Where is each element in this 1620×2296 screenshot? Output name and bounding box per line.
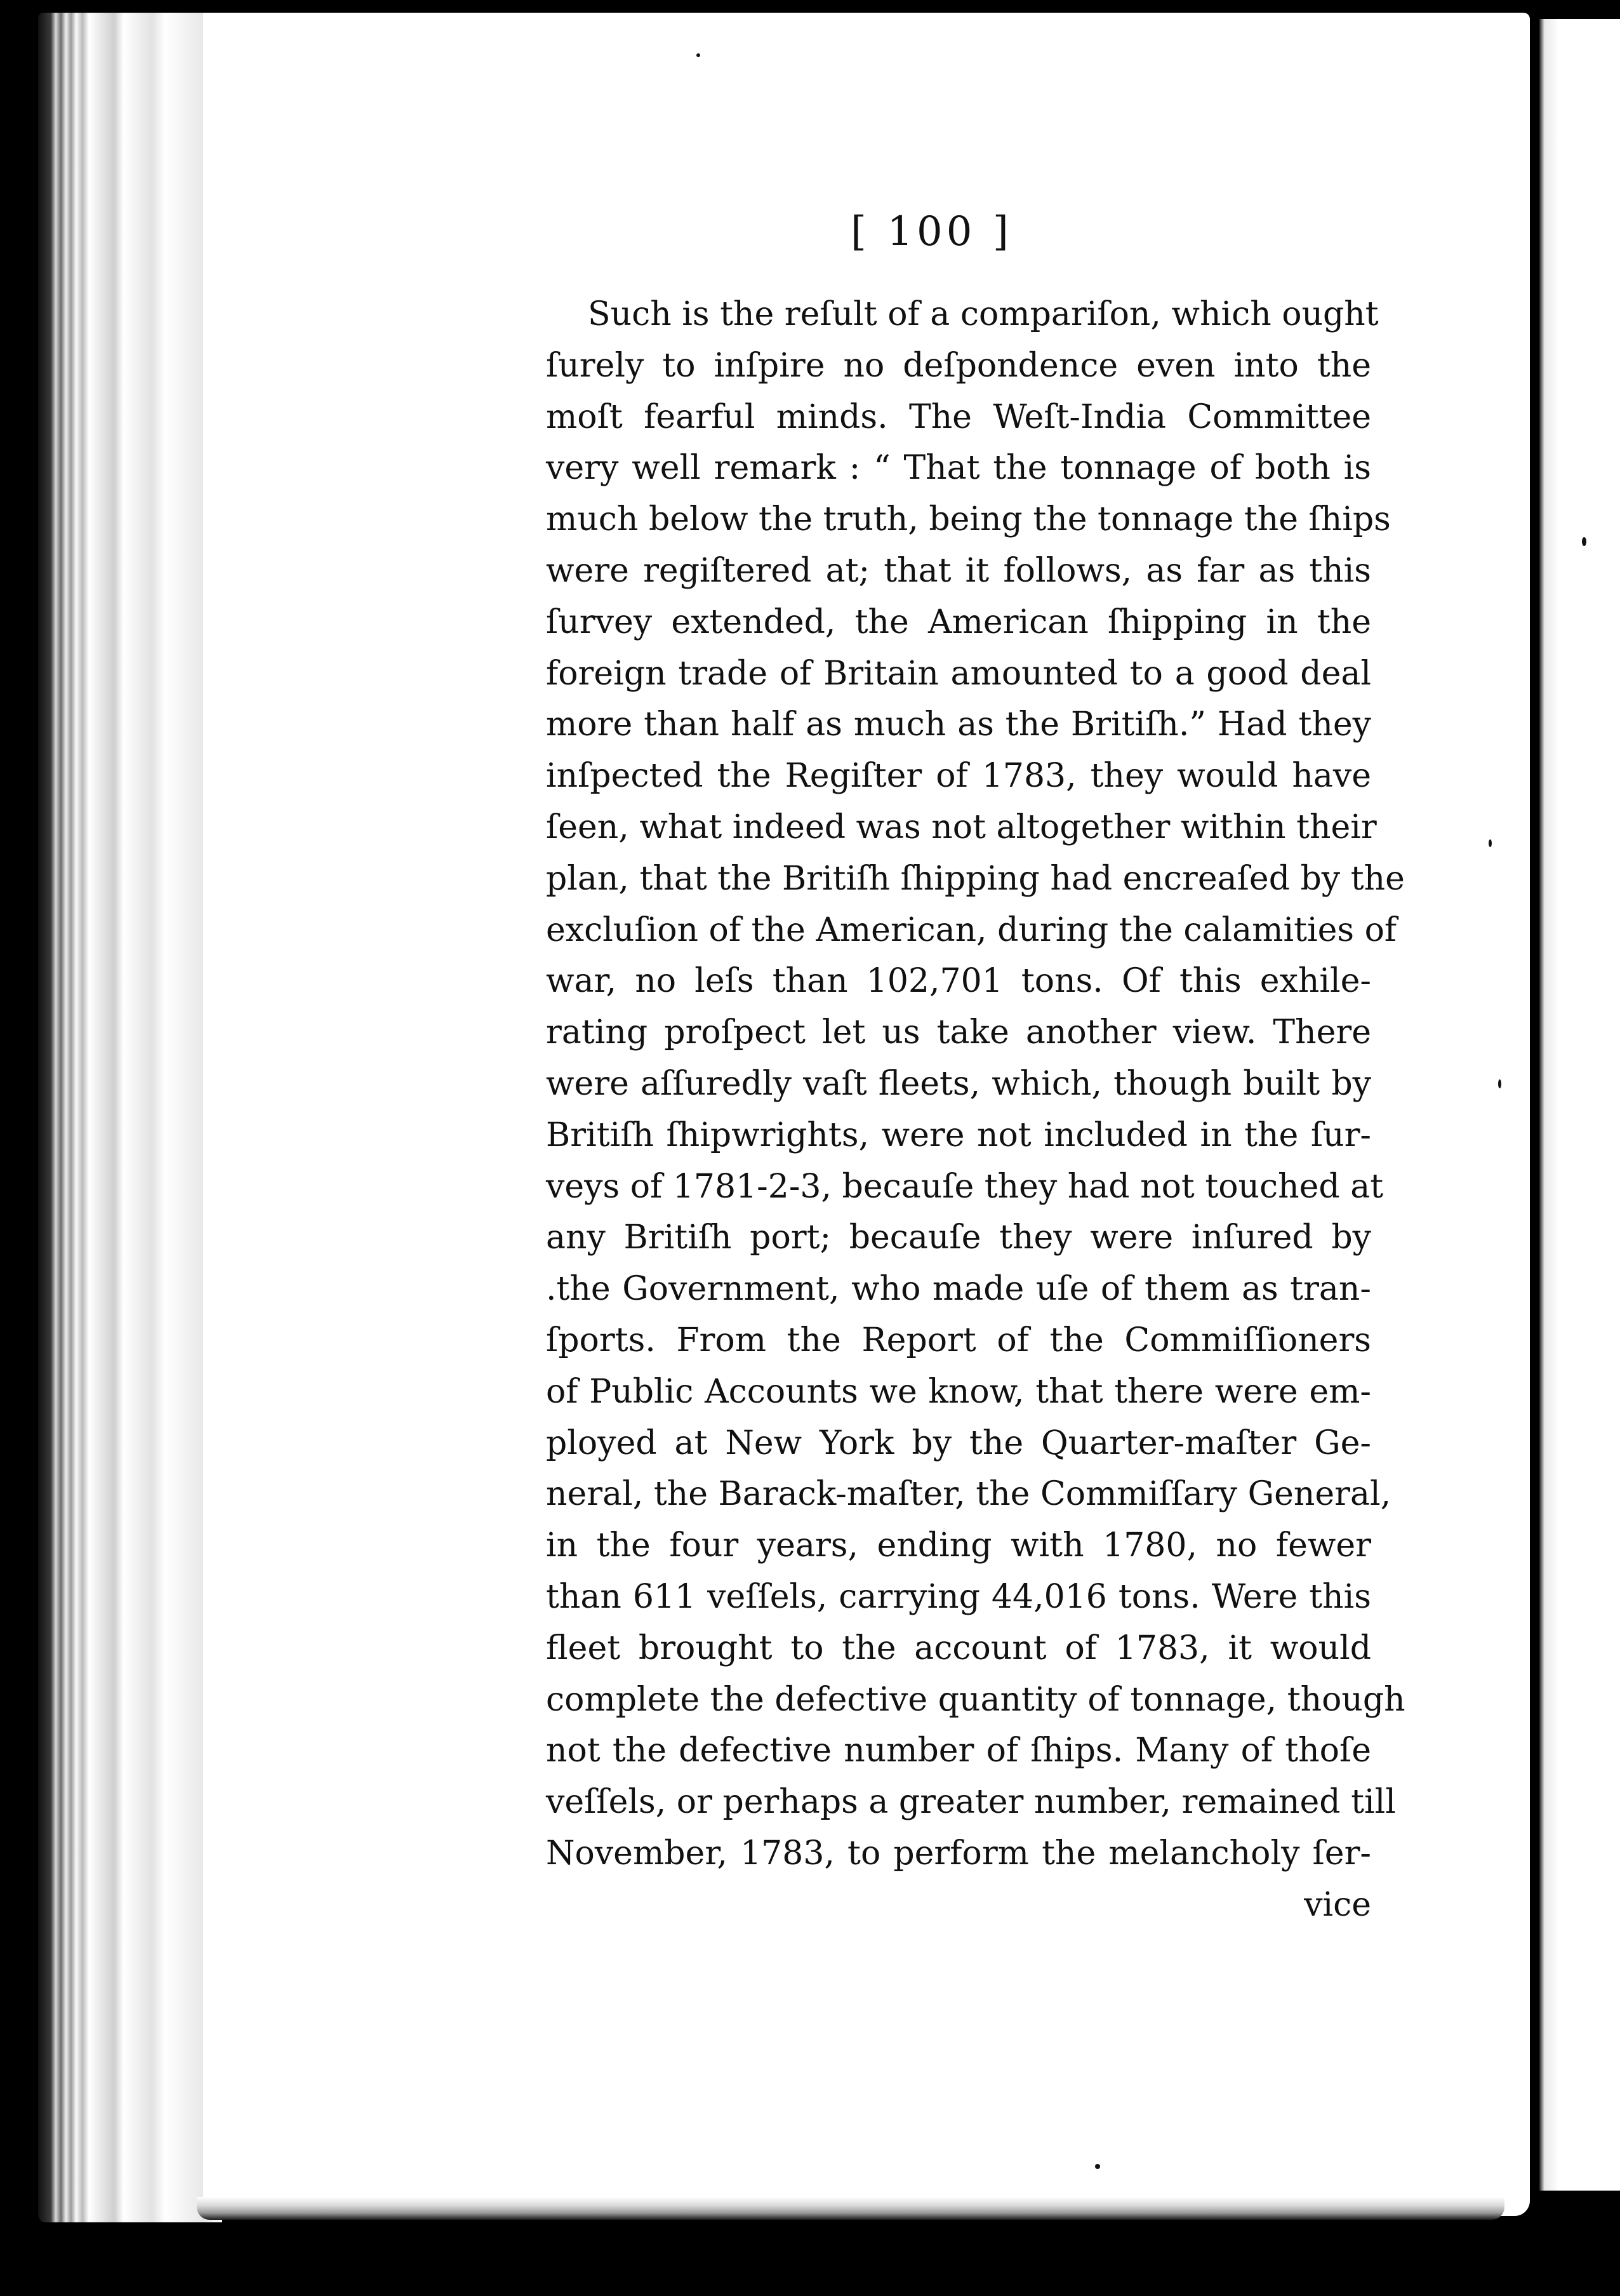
- text-line: were regiſtered at; that it follows, as far as this: [546, 551, 1371, 590]
- binding-page-stack: [38, 13, 222, 2222]
- text-line: fleet brought to the account of 1783, it would: [546, 1629, 1371, 1667]
- text-line: November, 1783, to perform the melancholy ſer-: [546, 1834, 1371, 1872]
- text-line: not the defective number of ſhips. Many of thoſe: [546, 1732, 1371, 1770]
- text-line: complete the defective quantity of tonnage, though: [546, 1680, 1405, 1719]
- text-line: ployed at New York by the Quarter-maſter Ge-: [546, 1424, 1371, 1462]
- text-line: moſt fearful minds. The Weſt-India Committee: [546, 397, 1371, 436]
- ink-speck: [1095, 2164, 1100, 2169]
- text-line: any Britiſh port; becauſe they were inſured by: [546, 1218, 1371, 1257]
- text-line: inſpected the Regiſter of 1783, they would have: [546, 757, 1371, 796]
- text-line: Such is the reſult of a compariſon, which ought: [588, 295, 1379, 333]
- text-line: Britiſh ſhipwrights, were not included in the ſur-: [546, 1116, 1371, 1154]
- ink-speck: [1489, 839, 1492, 847]
- catchword: vice: [1304, 1885, 1371, 1924]
- text-line: ſurely to inſpire no deſpondence even into the: [546, 346, 1371, 385]
- text-line: .the Government, who made uſe of them as tran-: [546, 1270, 1371, 1309]
- text-line: veſſels, or perhaps a greater number, remained till: [546, 1783, 1396, 1822]
- text-line: were aſſuredly vaſt fleets, which, though built by: [546, 1064, 1371, 1103]
- ink-speck: [1582, 537, 1586, 546]
- text-line: ſports. From the Report of the Commiſſioners: [546, 1321, 1371, 1359]
- page-bottom-edge: [197, 2197, 1504, 2220]
- page-body-text: [546, 289, 1405, 1931]
- text-line: in the four years, ending with 1780, no fewer: [546, 1526, 1371, 1565]
- text-line: war, no leſs than 102,701 tons. Of this exhile-: [546, 962, 1371, 1001]
- text-line: ſeen, what indeed was not altogether within their: [546, 808, 1377, 846]
- text-line: excluſion of the American, during the calamities of: [546, 911, 1397, 949]
- text-line: than 611 veſſels, carrying 44,016 tons. Were this: [546, 1577, 1371, 1616]
- text-line: much below the truth, being the tonnage the ſhips: [546, 500, 1391, 539]
- text-line: plan, that the Britiſh ſhipping had encreaſed by the: [546, 859, 1405, 898]
- ink-speck: [696, 53, 700, 57]
- text-line: more than half as much as the Britiſh.” Had they: [546, 705, 1371, 744]
- facing-page-edge: [1539, 19, 1620, 2191]
- text-line: ſurvey extended, the American ſhipping in the: [546, 603, 1371, 641]
- ink-speck: [1498, 1079, 1501, 1088]
- text-line: neral, the Barack-maſter, the Commiſſary General,: [546, 1475, 1391, 1514]
- text-line: very well remark : “ That the tonnage of both is: [546, 449, 1371, 488]
- text-line: foreign trade of Britain amounted to a good deal: [546, 654, 1371, 693]
- text-line: rating proſpect let us take another view. There: [546, 1013, 1371, 1052]
- page-number-header: [ 100 ]: [851, 208, 1013, 255]
- text-line: of Public Accounts we know, that there were em-: [546, 1372, 1371, 1411]
- text-line: veys of 1781-2-3, becauſe they had not touched at: [546, 1167, 1384, 1206]
